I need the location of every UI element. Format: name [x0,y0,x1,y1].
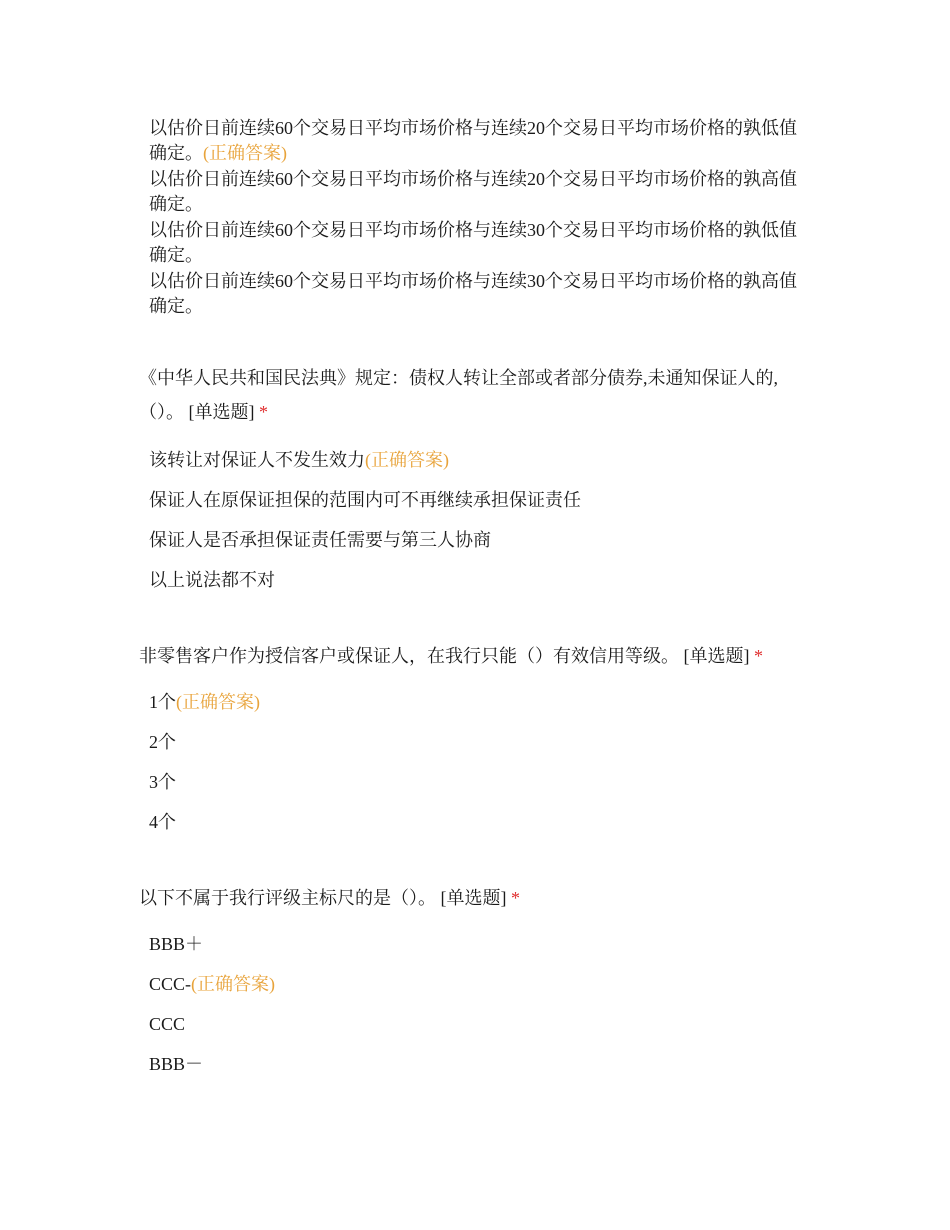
option-text: 以估价日前连续60个交易日平均市场价格与连续20个交易日平均市场价格的孰低值确定。 [149,118,797,163]
required-mark: * [754,646,763,666]
q2-option-c [149,528,491,553]
option-text: 保证人在原保证担保的范围内可不再继续承担保证责任 [149,490,581,510]
option-text: 该转让对保证人不发生效力 [149,450,365,470]
option-text: 以估价日前连续60个交易日平均市场价格与连续30个交易日平均市场价格的孰低值确定。 [149,220,797,265]
q3-option-b [149,730,176,755]
option-text: 以估价日前连续60个交易日平均市场价格与连续20个交易日平均市场价格的孰高值确定。 [149,169,797,214]
q2-option-b [149,488,581,513]
q4-option-a [149,932,203,957]
q4-option-c [149,1012,185,1037]
q2-option-a [149,448,449,473]
question-type-tag: [单选题] [188,402,255,422]
option-text: CCC [149,1014,186,1034]
correct-answer-tag: (正确答案) [365,450,449,470]
option-text: 保证人是否承担保证责任需要与第三人协商 [149,530,491,550]
option-text: 4个 [149,812,176,832]
q2-option-d [149,568,275,593]
q3-option-c [149,770,176,795]
question-type-tag: [单选题] [440,888,507,908]
option-text: 以估价日前连续60个交易日平均市场价格与连续30个交易日平均市场价格的孰高值确定。 [149,271,797,316]
required-mark: * [259,402,268,422]
q1-option-b [149,167,809,217]
q4-option-d [149,1052,203,1077]
q1-option-c [149,218,809,268]
question-type-tag: [单选题] [683,646,750,666]
q3-title [139,644,819,669]
option-text: CCC- [149,974,192,994]
option-text: BBB－ [149,1054,204,1074]
question-text: 《中华人民共和国民法典》规定：债权人转让全部或者部分债券,未通知保证人的,（）。 [139,368,778,422]
q1-option-d [149,269,809,319]
q1-option-a [149,116,809,166]
question-text: 非零售客户作为授信客户或保证人，在我行只能（）有效信用等级。 [139,646,679,666]
q3-option-a [149,690,260,715]
option-text: BBB＋ [149,934,204,954]
option-text: 3个 [149,772,176,792]
q2-title [139,361,809,429]
option-text: 1个 [149,692,176,712]
q4-option-b [149,972,275,997]
correct-answer-tag: (正确答案) [203,143,287,163]
q3-option-d [149,810,176,835]
option-text: 2个 [149,732,176,752]
option-text: 以上说法都不对 [149,570,275,590]
required-mark: * [511,888,520,908]
q4-title [139,886,819,911]
correct-answer-tag: (正确答案) [191,974,276,994]
question-text: 以下不属于我行评级主标尺的是（）。 [139,888,436,908]
correct-answer-tag: (正确答案) [176,692,260,712]
